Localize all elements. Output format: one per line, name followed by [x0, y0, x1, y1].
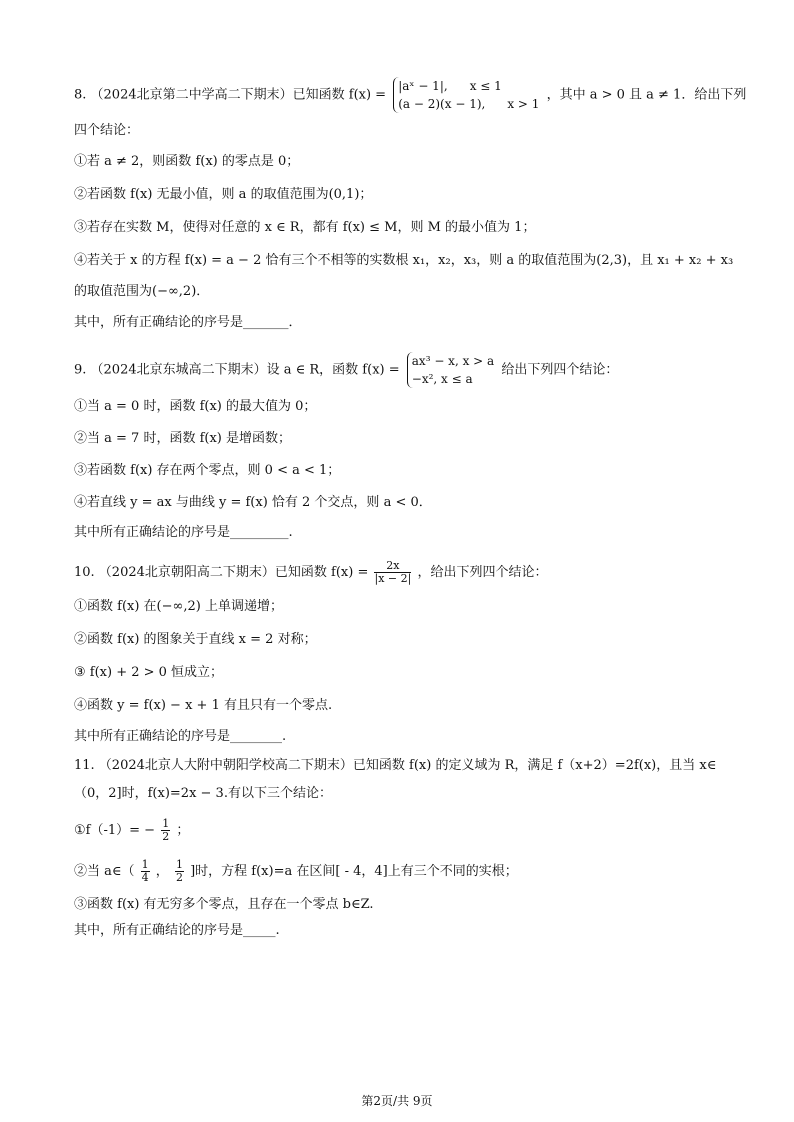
q10-conclusion-3: ③ f(x) + 2 > 0 恒成立； [74, 665, 224, 680]
q8-conclusion-4a: ④若关于 x 的方程 f(x) = a − 2 恰有三个不相等的实数根 x₁，x₂，x₃，则 a 的取值范围为(2,3)，且 x₁ + x₂ + x₃ [74, 253, 734, 268]
q9-conclusion-3: ③若函数 f(x) 存在两个零点，则 0 < a < 1； [74, 463, 341, 478]
q11-c2-fraction-2 [175, 859, 184, 884]
q10-ask: 其中所有正确结论的序号是________. [74, 729, 287, 744]
q10-conclusion-4: ④函数 y = f(x) − x + 1 有且只有一个零点. [74, 698, 333, 713]
q11-conclusion-1 [74, 818, 189, 843]
q9-ask: 其中所有正确结论的序号是_________. [74, 525, 293, 540]
q8-tail: ，其中 a > 0 且 a ≠ 1．给出下列 [546, 87, 747, 103]
q8-conclusion-2: ②若函数 f(x) 无最小值，则 a 的取值范围为(0,1)； [74, 187, 373, 202]
q11-c2-pre: ②当 a∈（ [74, 864, 135, 879]
q11-c1-fraction [161, 818, 170, 843]
q11-c2-mid: ， [155, 864, 169, 879]
q10-tail: ，给出下列四个结论： [417, 565, 548, 580]
q8-case1-cond: x ≤ 1 [469, 79, 502, 93]
q8-conclusion-3: ③若存在实数 M，使得对任意的 x ∈ R，都有 f(x) ≤ M，则 M 的最小值为 1； [74, 220, 536, 235]
q8-head: 8. （2024北京第二中学高二下期末）已知函数 f(x) = [74, 87, 387, 103]
q8-conclusion-4b: 的取值范围为(−∞,2)． [74, 284, 210, 299]
q11-c2-f1-den: 4 [141, 871, 149, 884]
page-footer: 第2页/共 9页 [361, 1094, 433, 1108]
q10-frac-den: |x − 2| [374, 572, 412, 585]
q11-c2-f2-num: 1 [175, 858, 183, 871]
q9-tail: 给出下列四个结论： [501, 362, 619, 378]
q9-conclusion-1: ①当 a = 0 时，函数 f(x) 的最大值为 0； [74, 399, 317, 414]
q11-c2-f2-den: 2 [175, 871, 183, 884]
q10-header-line [74, 560, 547, 585]
q11-c2-f1-num: 1 [141, 858, 149, 871]
q11-c1-post: ； [176, 823, 190, 838]
q11-c1-num: 1 [162, 817, 170, 830]
q9-case2: −x², x ≤ a [411, 372, 473, 386]
q11-ask: 其中，所有正确结论的序号是_____. [74, 923, 280, 938]
q8-line2: 四个结论： [74, 123, 140, 138]
q10-head: 10. （2024北京朝阳高二下期末）已知函数 f(x) = [74, 565, 369, 580]
q8-case2-expr: (a − 2)(x − 1), [398, 97, 486, 111]
q8-case1-expr: |aˣ − 1|, [398, 79, 448, 93]
q11-conclusion-2 [74, 859, 518, 884]
q9-conclusion-2: ②当 a = 7 时，函数 f(x) 是增函数； [74, 431, 291, 446]
q9-case1: ax³ − x, x > a [411, 354, 495, 368]
q9-conclusion-4: ④若直线 y = ax 与曲线 y = f(x) 恰有 2 个交点，则 a < 0． [74, 495, 432, 510]
q8-header-line [74, 77, 746, 113]
q8-conclusion-1: ①若 a ≠ 2，则函数 f(x) 的零点是 0； [74, 154, 300, 169]
q11-line1: 11. （2024北京人大附中朝阳学校高二下期末）已知函数 f(x) 的定义域为 R，满足 f（x+2）=2f(x)，且当 x∈ [74, 758, 717, 773]
q8-case2-cond: x > 1 [507, 97, 540, 111]
q11-c1-pre: ①f（-1）= − [74, 823, 156, 838]
q11-c1-den: 2 [162, 830, 170, 843]
q11-c2-post: ]时，方程 f(x)=a 在区间[ - 4，4]上有三个不同的实根； [190, 864, 518, 879]
q9-header-line [74, 352, 618, 388]
q9-head: 9. （2024北京东城高二下期末）设 a ∈ R，函数 f(x) = [74, 362, 400, 378]
q11-conclusion-3: ③函数 f(x) 有无穷多个零点，且存在一个零点 b∈Z. [74, 897, 374, 912]
q8-piecewise [393, 77, 539, 113]
q11-c2-fraction-1 [141, 859, 150, 884]
q11-line2: （0，2]时，f(x)=2x − 3.有以下三个结论： [74, 786, 332, 801]
q10-fraction [374, 560, 411, 585]
q8-ask: 其中，所有正确结论的序号是_______． [74, 315, 302, 330]
q10-conclusion-1: ①函数 f(x) 在(−∞,2) 上单调递增； [74, 599, 283, 614]
q9-piecewise [407, 352, 494, 388]
q10-conclusion-2: ②函数 f(x) 的图象关于直线 x = 2 对称； [74, 632, 317, 647]
q10-frac-num: 2x [374, 560, 411, 573]
